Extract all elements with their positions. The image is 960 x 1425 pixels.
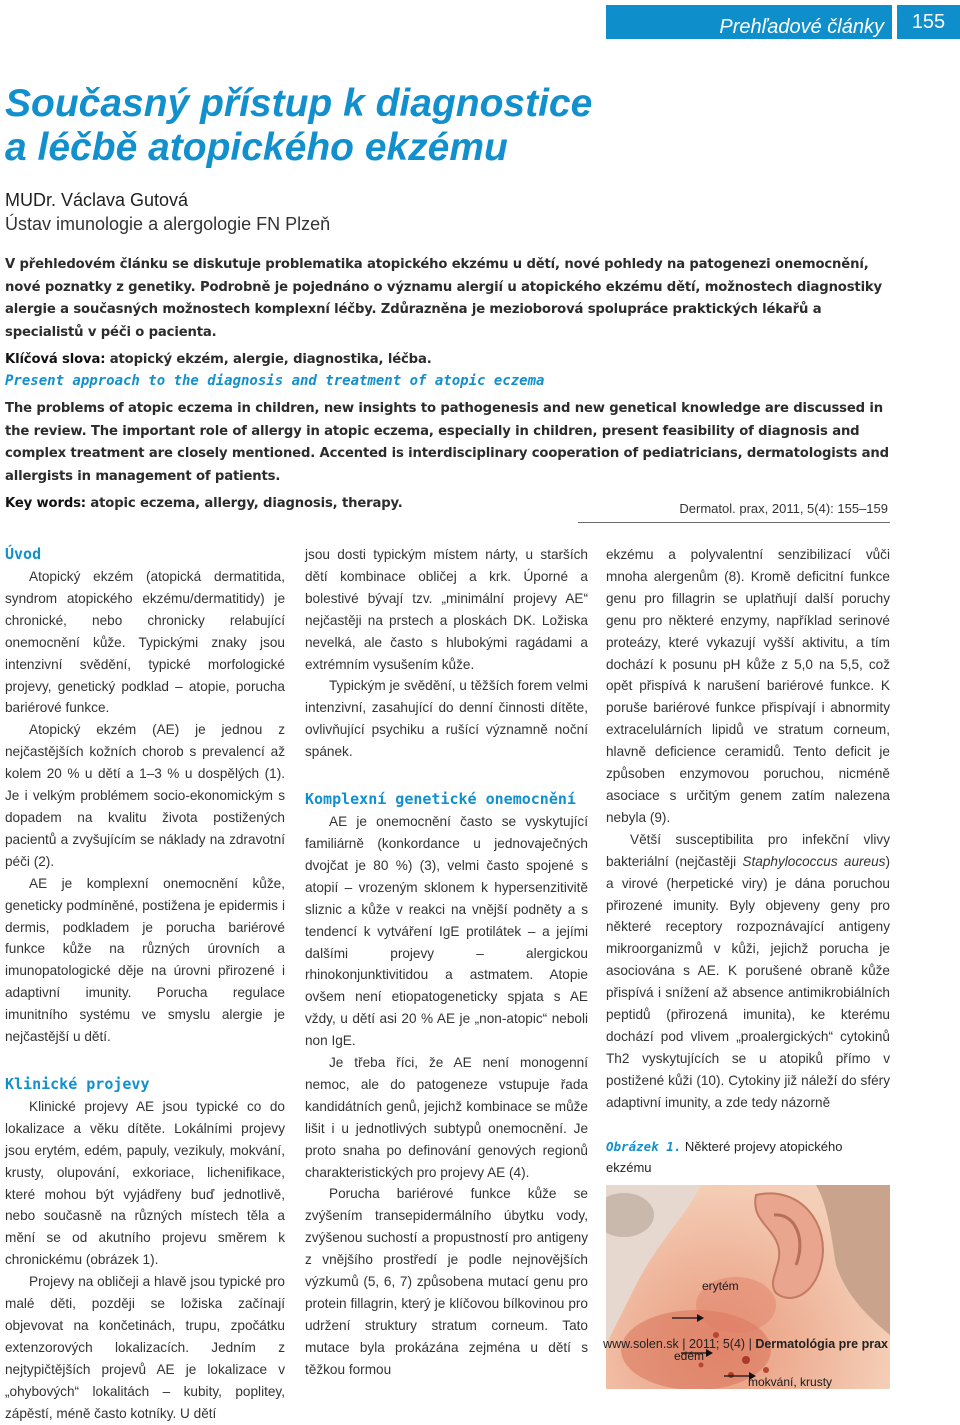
crust-dot <box>742 1356 750 1364</box>
figure-label: Obrázek 1. <box>606 1138 682 1154</box>
citation-divider <box>578 522 890 523</box>
paragraph: AE je komplexní onemocnění kůže, geneticky podmíněné, postižena je epidermis i dermis, podkladem je porucha bariérové funkce kůže na různých úrovních a imunopatologické děje na úrovni přirozené i adaptivní imunity. Porucha regulace imunitního systému ve smyslu alergie je nejčastější u dětí. <box>5 875 285 1045</box>
annotation-edema: edém <box>674 1349 705 1364</box>
english-title: Present approach to the diagnosis and treatment of atopic eczema <box>5 373 545 389</box>
paragraph <box>606 829 890 1114</box>
paragraph: Porucha bariérové funkce kůže se zvýšením transepidermálního úbytku vody, zvýšenou suchostí a propustností pro antigeny z vnějšího prostředí je podle nejnovějších výzkumů (5, 6, 7) způsobena mutací genu pro protein fillagrin, který je klíčovou bílkovinou pro udržení struktury stratum corneum. Tato mutace byla prokázána zejména u dětí s těžkou formou <box>305 1186 588 1377</box>
heading-intro: Úvod <box>5 545 42 563</box>
paragraph-part: Větší susceptibilita pro infekční vlivy bakteriální (nejčastěji <box>606 831 890 869</box>
article-title-line1: Současný přístup k diagnostice <box>5 82 593 125</box>
author-affiliation: Ústav imunologie a alergologie FN Plzeň <box>5 214 331 234</box>
page-footer <box>603 1337 888 1351</box>
paragraph: ekzému a polyvalentní senzibilizací vůči mnoha alergenům (8). Kromě deficitní funkce genu pro fillagrin se uplatňují další poruchy genu pro některé enzymy, například serinové proteázy, které vykazují vyšší aktivitu, a tím dochází k posunu pH kůže z 5,0 na 5,5, což opět přispívá k narušení bariérové funkce. K poruše bariérové funkce přispívají i abnormity extracelulárních lipidů ve stratum corneum, hlavně deficience ceramidů. Tento deficit je způsoben enzymovou poruchou, nicméně asociace s určitým genem zatím nalezena nebyla (9). <box>606 547 890 825</box>
paragraph: Atopický ekzém (atopická dermatitida, syndrom atopického ekzému/dermatitidy) je chronické, nebo chronicky relabující onemocnění kůže. Typickými znaky jsou intenzivní svědění, typické morfologické projevy, genetický podklad – atopie, porucha bariérové funkce. <box>5 569 285 716</box>
footer-url: www.solen.sk <box>603 1337 679 1351</box>
hair-shadow <box>816 1185 890 1335</box>
figure-caption-text: Některé projevy atopického ekzému <box>606 1138 843 1176</box>
annotation-erythema: erytém <box>702 1279 739 1294</box>
figure-caption <box>606 1136 890 1180</box>
crust-dot <box>728 1372 734 1378</box>
page-number: 155 <box>897 5 960 39</box>
eczema-photo <box>606 1185 890 1389</box>
column-1 <box>5 544 285 1425</box>
heading-genetic: Komplexní genetické onemocnění <box>305 790 576 809</box>
keywords-english-value: atopic eczema, allergy, diagnosis, therapy. <box>90 496 403 511</box>
abstract-czech <box>5 254 890 372</box>
paragraph: Je třeba říci, že AE není monogenní nemoc, ale do patogeneze vstupuje řada kandidátních genů, jejichž kombinace se může lišit i u jednotlivých subtypů onemocnění. Je proto snaha po definování genových regionů charakteristických pro projevy AE (4). <box>305 1055 588 1180</box>
paragraph: Klinické projevy AE jsou typické co do lokalizace a věku dítěte. Lokálními projevy jsou erytém, edém, papuly, vezikuly, mokvání, krusty, olupování, exkoriace, lichenifikace, které mohou být vyjádřeny buď jednotlivě, nebo současně na různých místech těla a mění se od akutního projevu směrem k chronickému (obrázek 1). <box>5 1098 285 1268</box>
annotation-crusts: mokvání, krusty <box>748 1375 833 1390</box>
abstract-czech-text: V přehledovém článku se diskutuje problematika atopického ekzému u dětí, nové pohledy na patogenezi onemocnění, nové poznatky z genetiky. Podrobně je pojednáno o významu alergií u atopického ekzému dětí, možnostech diagnostiky alergie a současných možnostech komplexní léčby. Zdůrazněna je mezioborová spolupráce praktických lékařů a specialistů v péči o pacienta. <box>5 257 883 340</box>
heading-clinical: Klinické projevy <box>5 1074 150 1093</box>
paragraph: Projevy na obličeji a hlavě jsou typické pro malé děti, později se ložiska začínají objevovat na končetinách, trupu, zpočátku extenzorových lokalizacích. Jedním z nejtypičtějších projevů AE je lokalizace v „ohybových“ lokalitách – kubity, poplitey, zápěstí, méně často kotníky. U dětí <box>5 1274 285 1421</box>
header-section-box <box>606 5 892 39</box>
keywords-czech <box>5 349 890 372</box>
eczema-photo-illustration <box>606 1185 890 1389</box>
paragraph: Atopický ekzém (AE) je jednou z nejčastějších kožních chorob s prevalencí až kolem 20 % u dětí a 1–3 % u dospělých (1). Je i velkým problémem socio-ekonomickým s dopadem na kvalitu života postižených pacientů a zvyšujícím se náklady na zdravotní péči (2). <box>5 722 285 869</box>
paragraph: AE je onemocnění často se vyskytující familiárně (konkordance u jednovaječných dvojčat je 80 %) (3), velmi často spojené s atopií – vrozeným sklonem k hypersenzitivitě sliznic a kůže v reakci na vnější podněty a s tendencí k vytváření IgE protilátek – a jejími dalšími projevy – alergickou rhinokonjunktivitidou a astmatem. Atopie ovšem není etiopatogeneticky spjata s AE vždy, u dětí asi 20 % AE je „non-atopic“ neboli non IgE. <box>305 814 588 1049</box>
article-title-line2: a léčbě atopického ekzému <box>5 126 508 169</box>
header-section-title: Prehľadové články <box>719 16 884 38</box>
keywords-czech-value: atopický ekzém, alergie, diagnostika, léčba. <box>109 352 432 367</box>
abstract-english-text: The problems of atopic eczema in children, new insights to pathogenesis and new genetical knowledge are discussed in the review. The important role of allergy in atopic eczema, especially in children, present feasibility of diagnosis and complex treatment are closely mentioned. Accented is interdisciplinary cooperation of pediatricians, dermatologists and allergists in management of patients. <box>5 401 889 484</box>
ear-shape <box>755 1194 823 1299</box>
footer-separator: | <box>748 1337 756 1351</box>
footer-journal: Dermatológia pre prax <box>755 1337 888 1351</box>
paragraph: Typickým je svědění, u těžších forem velmi intenzivní, zasahující do denní činnosti dítěte, ovlivňující psychiku a rušící významně noční spánek. <box>305 678 588 760</box>
article-title <box>5 82 705 170</box>
bacteria-name: Staphylococcus aureus <box>742 853 886 869</box>
abstract-english <box>5 398 890 516</box>
keywords-english-label: Key words: <box>5 496 86 511</box>
citation: Dermatol. prax, 2011, 5(4): 155–159 <box>679 501 888 516</box>
paragraph: jsou dosti typickým místem nárty, u starších dětí kombinace obličej a krk. Úporné a bolestivé bývají tzv. „minimální projevy AE“ nejčastěji na prstech a ploskách DK. Ložiska nevelká, ale často s hlubokými ragádami a extrémním vysušením kůže. <box>305 547 588 672</box>
keywords-czech-label: Klíčová slova: <box>5 352 106 367</box>
column-3 <box>606 544 890 1389</box>
author-name: MUDr. Václava Gutová <box>5 190 189 210</box>
paragraph-part: ) a virové (herpetické viry) je dána poruchou přirozené imunity. Byly objeveny geny pro některé receptory rozpoznávající antigeny mikroorganizmů v kůži, jejichž porucha je asociována s AE. K porušené obraně kůže přispívá i snížení až absence antimikrobiálních peptidů (přirozená imunita), ke kterému dochází pod vlivem „proalergických“ cytokinů Th2 vyskytujících se u atopiků přímo v postižené kůži (10). Cytokiny již náleží do sféry adaptivní imunity, a zde tedy názorně <box>606 853 890 1110</box>
footer-separator: | <box>682 1337 690 1351</box>
column-2 <box>305 544 588 1381</box>
footer-issue: 2011; 5(4) <box>689 1337 746 1351</box>
